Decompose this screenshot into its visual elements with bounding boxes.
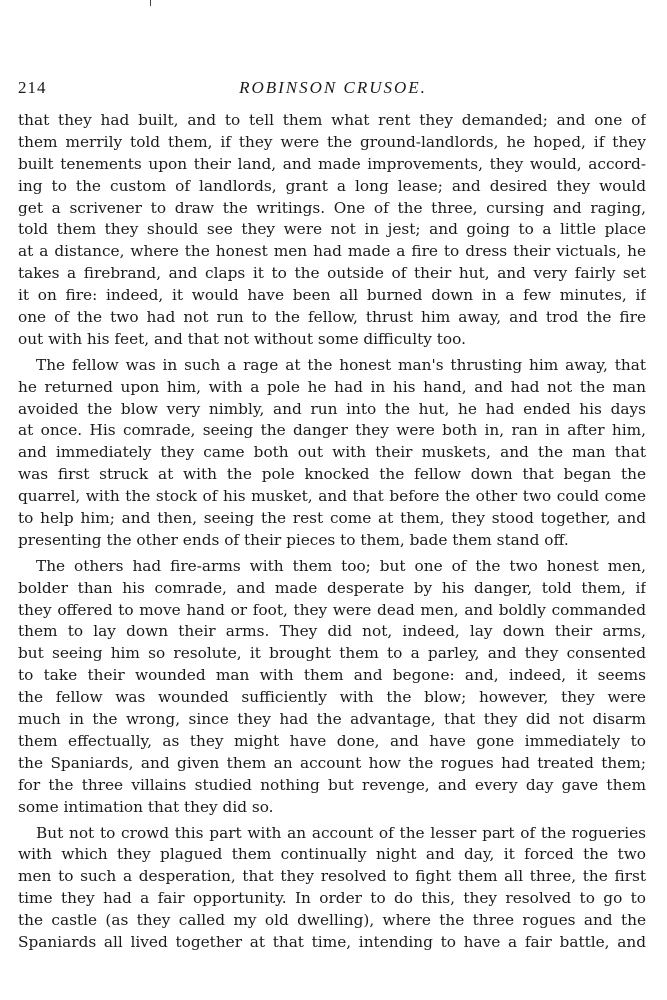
text-line: them merrily told them, if they were the ground-landlords, he hoped, if they: [18, 132, 646, 151]
text-line: avoided the blow very nimbly, and run into the hut, he had ended his days: [18, 399, 646, 418]
text-line: built tenements upon their land, and made improvements, they would, accord-: [18, 154, 646, 173]
top-rule-mark: [150, 0, 151, 6]
text-line: some intimation that they did so.: [18, 797, 274, 816]
page-number: 214: [18, 78, 47, 97]
text-line: the fellow was wounded sufficiently with the blow; however, they were: [18, 688, 646, 707]
text-line: at once. His comrade, seeing the danger they were both in, ran in after him,: [18, 421, 646, 440]
text-line: to help him; and then, seeing the rest come at them, they stood together, and: [18, 509, 646, 528]
text-line: at a distance, where the honest men had made a fire to dress their victuals, he: [18, 242, 646, 261]
paragraph: [18, 823, 646, 954]
text-line: much in the wrong, since they had the advantage, that they did not disarm: [18, 710, 646, 729]
text-line: them effectually, as they might have done, and have gone immediately to: [18, 731, 646, 750]
body-text: [18, 110, 646, 954]
text-line: the Spaniards, and given them an account how the rogues had treated them;: [18, 753, 646, 772]
text-line: he returned upon him, with a pole he had in his hand, and had not the man: [18, 377, 646, 396]
paragraph: [18, 556, 646, 819]
text-line: men to such a desperation, that they resolved to fight them all three, the first: [18, 867, 646, 886]
text-line: told them they should see they were not in jest; and going to a little place: [18, 220, 646, 239]
text-line: they offered to move hand or foot, they were dead men, and boldly commanded: [18, 600, 646, 619]
text-line: was first struck at with the pole knocked the fellow down that began the: [18, 465, 646, 484]
text-line: quarrel, with the stock of his musket, and that before the other two could come: [18, 487, 646, 506]
text-line: and immediately they came both out with their muskets, and the man that: [18, 443, 646, 462]
text-line: but seeing him so resolute, it brought them to a parley, and they consented: [18, 644, 646, 663]
text-line: the castle (as they called my old dwelling), where the three rogues and the: [18, 911, 646, 930]
text-line: presenting the other ends of their pieces to them, bade them stand off.: [18, 530, 569, 549]
text-line: with which they plagued them continually night and day, it forced the two: [18, 845, 646, 864]
paragraph: [18, 110, 646, 351]
text-line: The fellow was in such a rage at the honest man's thrusting him away, that: [36, 355, 646, 374]
text-line: time they had a fair opportunity. In order to do this, they resolved to go to: [18, 889, 646, 908]
text-line: for the three villains studied nothing but revenge, and every day gave them: [18, 775, 646, 794]
text-line: to take their wounded man with them and begone: and, indeed, it seems: [18, 666, 646, 685]
text-line: that they had built, and to tell them what rent they demanded; and one of: [18, 111, 646, 129]
text-line: takes a firebrand, and claps it to the outside of their hut, and very fairly set: [18, 264, 646, 283]
page-header: [18, 78, 648, 102]
text-line: get a scrivener to draw the writings. One of the three, cursing and raging,: [18, 198, 646, 217]
text-line: it on fire: indeed, it would have been all burned down in a few minutes, if: [18, 286, 646, 305]
text-line: Spaniards all lived together at that time, intending to have a fair battle, and: [18, 932, 646, 951]
text-line: The others had fire-arms with them too; but one of the two honest men,: [36, 556, 646, 575]
text-line: bolder than his comrade, and made desperate by his danger, told them, if: [18, 578, 646, 597]
text-line: one of the two had not run to the fellow, thrust him away, and trod the fire: [18, 308, 646, 327]
running-title: ROBINSON CRUSOE.: [239, 78, 427, 97]
text-line: ing to the custom of landlords, grant a long lease; and desired they would: [18, 176, 646, 195]
text-line: But not to crowd this part with an account of the lesser part of the rogueries: [36, 823, 646, 842]
paragraph: [18, 355, 646, 552]
text-line: out with his feet, and that not without some difficulty too.: [18, 329, 466, 348]
text-line: them to lay down their arms. They did not, indeed, lay down their arms,: [18, 622, 646, 641]
